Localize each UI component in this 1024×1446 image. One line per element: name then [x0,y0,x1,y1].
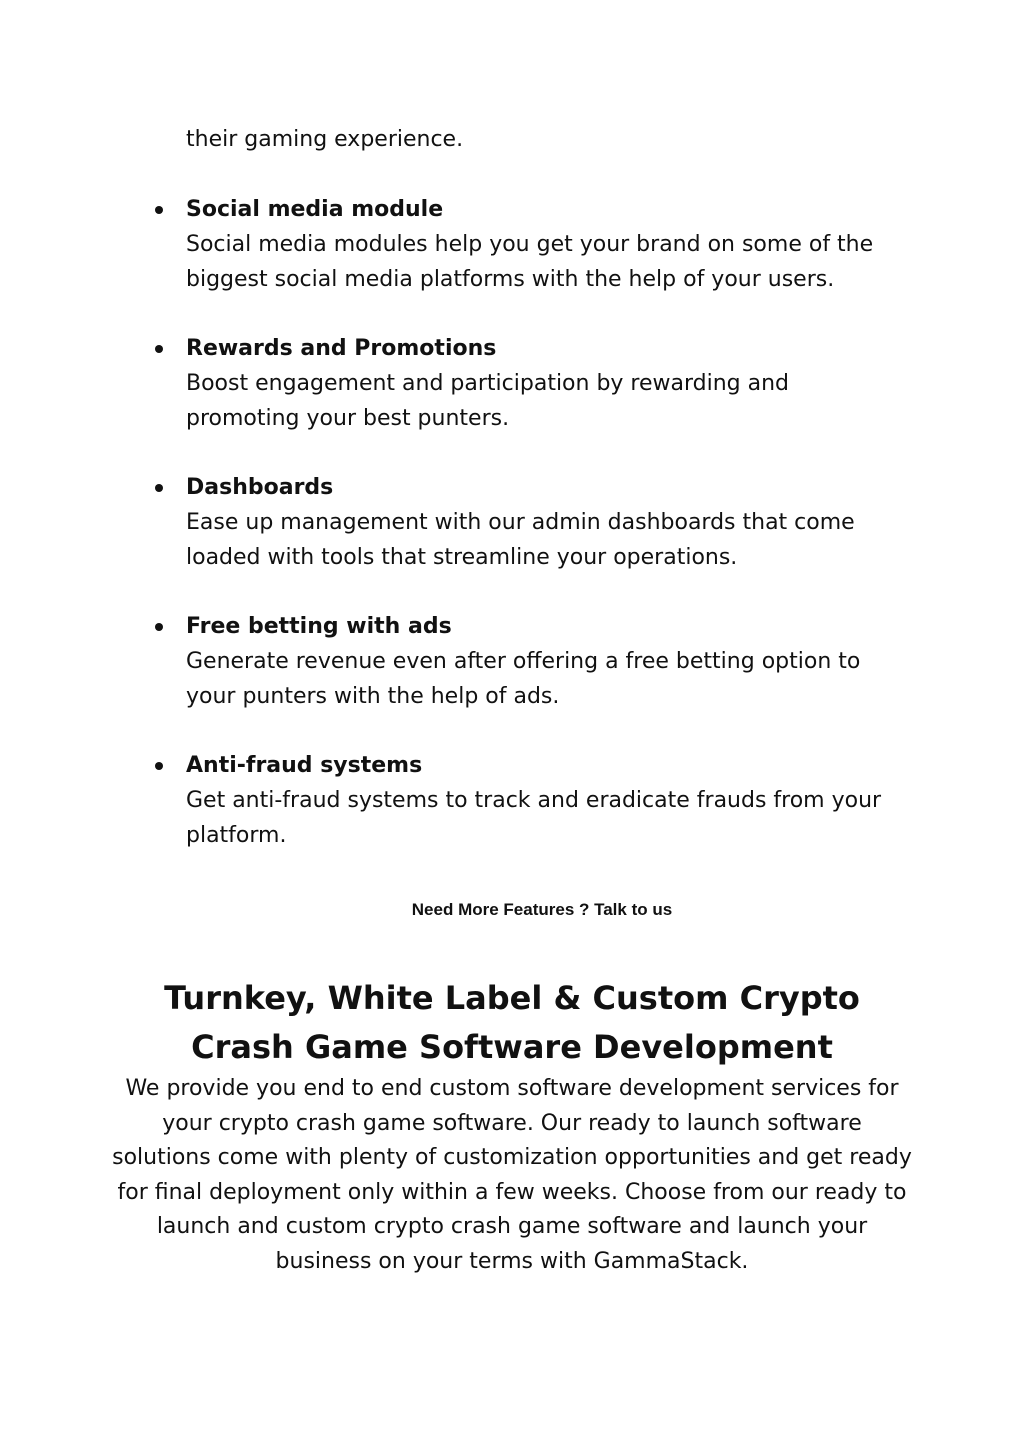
feature-item-dashboards [186,470,906,575]
bullet-icon [155,762,163,770]
feature-description: Ease up management with our admin dashboards that come loaded with tools that streamline your operations. [186,510,855,570]
feature-description: Social media modules help you get your brand on some of the biggest social media platforms with the help of your users. [186,232,874,292]
feature-title: Anti-fraud systems [186,753,423,778]
bullet-icon [155,484,163,492]
feature-item-rewards [186,331,906,436]
feature-description: Boost engagement and participation by rewarding and promoting your best punters. [186,371,790,431]
feature-list [186,192,906,887]
bullet-icon [155,623,163,631]
feature-title: Dashboards [186,475,334,500]
feature-description: Get anti-fraud systems to track and eradicate frauds from your platform. [186,788,882,848]
section-heading: Turnkey, White Label & Custom Crypto Crash Game Software Development [164,979,860,1066]
section-body-text: We provide you end to end custom software development services for your crypto crash game software. Our ready to launch software solutions come with plenty of customization opportunities and get ready for final deployment only within a few weeks. Choose from our ready to launch and custom crypto crash game software and launch your business on your terms with GammaStack. [112,1076,912,1274]
feature-item-social-media [186,192,906,297]
feature-title: Free betting with ads [186,614,452,639]
feature-item-anti-fraud [186,748,906,853]
intro-tail-text: their gaming experience. [186,127,464,152]
feature-title: Rewards and Promotions [186,336,497,361]
talk-to-us-link[interactable]: Need More Features ? Talk to us [411,900,673,919]
bullet-icon [155,345,163,353]
feature-item-free-betting [186,609,906,714]
feature-title: Social media module [186,197,444,222]
feature-description: Generate revenue even after offering a free betting option to your punters with the help of ads. [186,649,861,709]
bullet-icon [155,206,163,214]
